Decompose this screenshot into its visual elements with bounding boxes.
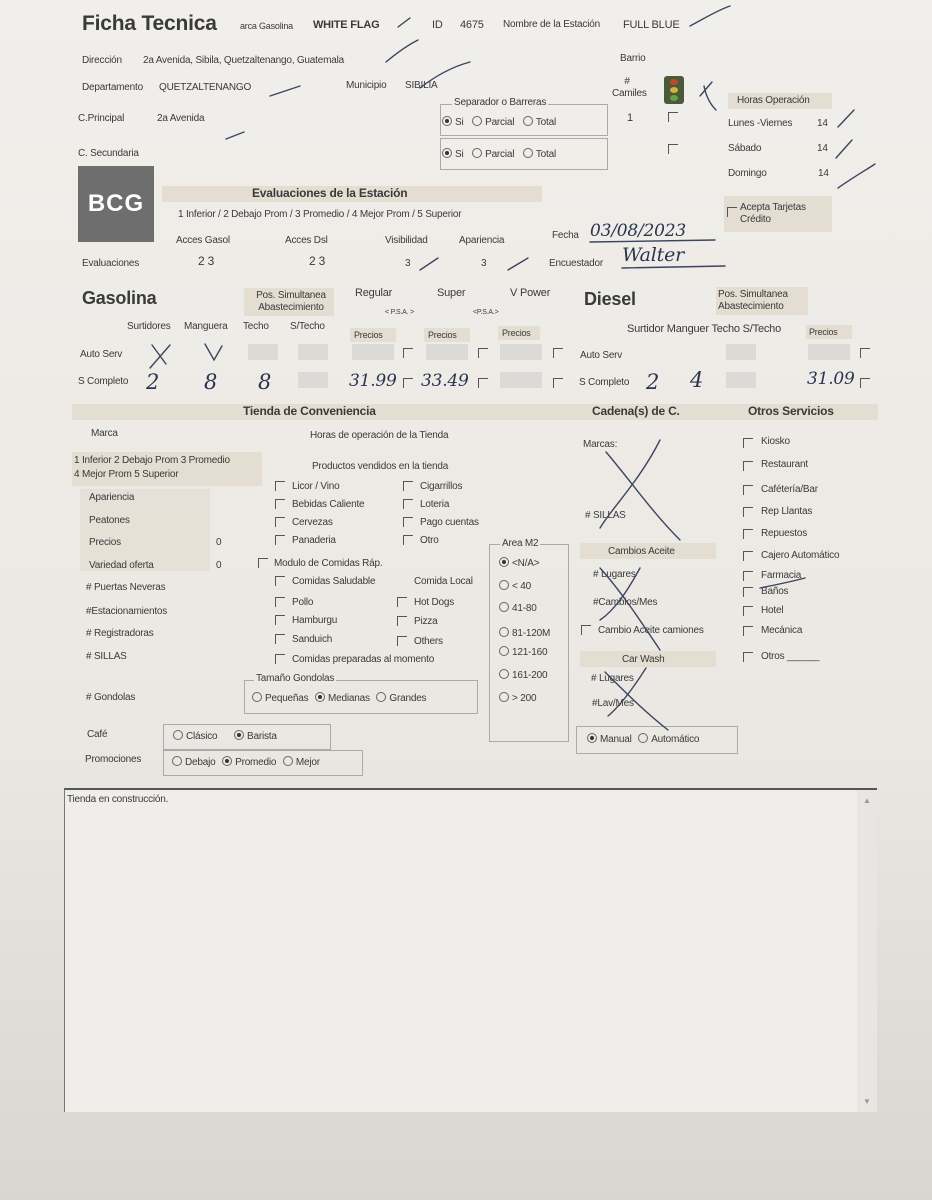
- gasolina-header: Surtidores: [127, 321, 171, 332]
- cross-mark-icon: [700, 82, 716, 110]
- fecha-label: Fecha: [552, 230, 579, 241]
- comida-item: Comida Local: [414, 576, 473, 587]
- underline: [622, 266, 725, 268]
- comida-item: Comidas preparadas al momento: [292, 654, 435, 665]
- sc-manguera: 8: [204, 370, 218, 394]
- producto-item: Pago cuentas: [420, 517, 479, 528]
- marca-label: Marca: [91, 428, 118, 439]
- gasolina-header: Techo: [243, 321, 269, 332]
- evaluaciones-scale: 1 Inferior / 2 Debajo Prom / 3 Promedio / 4 Mejor Prom / 5 Superior: [178, 209, 462, 220]
- promo-options[interactable]: Debajo Promedio Mejor: [172, 756, 320, 769]
- comida-item: Hot Dogs: [414, 597, 455, 608]
- tienda-label: # Registradoras: [86, 628, 154, 639]
- otros-item: Otros ______: [761, 651, 820, 662]
- comida-item: Pizza: [414, 616, 438, 627]
- cambios-mes-label: #Cambios/Mes: [593, 597, 658, 608]
- comida-item: Hamburgu: [292, 615, 338, 626]
- horas-row-value: 14: [817, 143, 828, 154]
- producto-item: Loteria: [420, 499, 450, 510]
- area-title: Area M2: [502, 538, 539, 549]
- check-mark-icon: [836, 140, 852, 158]
- tienda-label: # SILLAS: [86, 651, 127, 662]
- principal-label: C.Principal: [78, 113, 125, 124]
- otros-item: Kiosko: [761, 436, 790, 447]
- check-mark-icon: [205, 344, 222, 360]
- tienda-label: # Gondolas: [86, 692, 136, 703]
- separador-1-options[interactable]: Si Parcial Total: [442, 116, 556, 129]
- area-option[interactable]: <N/A>: [499, 557, 539, 570]
- area-option[interactable]: 121-160: [499, 646, 547, 659]
- producto-item: Otro: [420, 535, 439, 546]
- otros-title: Otros Servicios: [748, 404, 834, 418]
- tienda-label: Apariencia: [89, 492, 135, 503]
- horas-row-label: Lunes -Viernes: [728, 118, 793, 129]
- producto-item: Cigarrillos: [420, 481, 463, 492]
- precios-value: 0: [216, 537, 222, 548]
- gasolina-header: Manguera: [184, 321, 228, 332]
- check-mark-icon: [270, 86, 300, 96]
- diesel-sc-manguer: 4: [690, 368, 704, 392]
- eval-col-value: 3: [405, 258, 411, 269]
- producto-item: Panaderia: [292, 535, 336, 546]
- otros-item: Hotel: [761, 605, 784, 616]
- lugares-label: # Lugares: [593, 569, 636, 580]
- carwash-mode-options[interactable]: Manual Automático: [587, 733, 699, 746]
- marca-gasolina-label: arca Gasolina: [240, 21, 293, 31]
- strike-line: [605, 672, 668, 730]
- comida-item: Pollo: [292, 597, 314, 608]
- camiones-label: Cambio Aceite camiones: [598, 625, 704, 636]
- diesel-headers: Surtidor Manguer Techo S/Techo: [627, 323, 781, 335]
- diesel-s-completo: S Completo: [579, 377, 630, 388]
- eval-col-label: Acces Gasol: [176, 235, 230, 246]
- marca-gasolina-value: WHITE FLAG: [313, 19, 380, 31]
- cafe-label: Café: [87, 729, 108, 740]
- direccion-label: Dirección: [82, 55, 122, 66]
- separador-2-options[interactable]: Si Parcial Total: [442, 148, 556, 161]
- area-option[interactable]: < 40: [499, 580, 531, 593]
- diesel-sc-surtidor: 2: [646, 370, 660, 394]
- otros-item: Baños: [761, 586, 789, 597]
- cafe-options[interactable]: Clásico Barista: [173, 730, 277, 743]
- eval-col-label: Apariencia: [459, 235, 505, 246]
- sc-super: 33.49: [421, 371, 469, 391]
- direccion-value: 2a Avenida, Sibila, Quetzaltenango, Guatemala: [143, 55, 344, 66]
- eval-col-value: 3: [481, 258, 487, 269]
- s-completo-label: S Completo: [78, 376, 129, 387]
- scroll-down-icon[interactable]: ▼: [863, 1097, 871, 1106]
- encuestador-label: Encuestador: [549, 258, 603, 269]
- id-value: 4675: [460, 19, 484, 31]
- tienda-label: Peatones: [89, 515, 130, 526]
- departamento-label: Departamento: [82, 82, 143, 93]
- diesel-title: Diesel: [584, 289, 636, 309]
- horas-row-value: 14: [817, 118, 828, 129]
- tarjetas-label: Acepta Tarjetas Crédito: [740, 202, 806, 225]
- evaluaciones-row-label: Evaluaciones: [82, 258, 140, 269]
- horas-title: Horas Operación: [737, 95, 810, 106]
- gasolina-pos: Pos. Simultanea Abastecimiento: [256, 290, 326, 313]
- estacion-label: Nombre de la Estación: [503, 19, 600, 30]
- fecha-value: 03/08/2023: [590, 221, 686, 241]
- strike-line: [600, 568, 660, 650]
- check-mark-icon: [508, 258, 528, 270]
- underline: [590, 240, 715, 242]
- product-regular: Regular: [355, 287, 393, 299]
- cross-mark-icon: [150, 345, 170, 368]
- comida-item: Sanduich: [292, 634, 333, 645]
- sc-techo: 8: [258, 370, 272, 394]
- gondolas-options[interactable]: Pequeñas Medianas Grandes: [252, 692, 426, 705]
- form-title: Ficha Tecnica: [82, 12, 217, 35]
- municipio-label: Municipio: [346, 80, 387, 91]
- tienda-label: #Estacionamientos: [86, 606, 168, 617]
- check-mark-icon: [398, 18, 410, 27]
- horas-tienda-label: Horas de operación de la Tienda: [310, 430, 449, 441]
- secundaria-label: C. Secundaria: [78, 148, 139, 159]
- product-vpower: V Power: [510, 287, 551, 299]
- productos-label: Productos vendidos en la tienda: [312, 461, 449, 472]
- diesel-auto-serv: Auto Serv: [580, 350, 623, 361]
- otros-item: Mecánica: [761, 625, 803, 636]
- horas-row-label: Domingo: [728, 168, 767, 179]
- gasolina-title: Gasolina: [82, 288, 157, 308]
- psa-label-2: <P.S.A.>: [473, 309, 499, 316]
- tienda-title: Tienda de Conveniencia: [243, 404, 376, 418]
- tienda-scale-2: 4 Mejor Prom 5 Superior: [74, 469, 179, 480]
- otros-item: Cafétería/Bar: [761, 484, 818, 495]
- tienda-scale-1: 1 Inferior 2 Debajo Prom 3 Promedio: [74, 455, 230, 466]
- otros-item: Rep Llantas: [761, 506, 813, 517]
- gasolina-header: S/Techo: [290, 321, 325, 332]
- area-option[interactable]: 41-80: [499, 602, 537, 615]
- separador-label: Separador o Barreras: [454, 97, 547, 108]
- otros-item: Farmacia: [761, 570, 802, 581]
- tienda-label: # Puertas Neveras: [86, 582, 166, 593]
- eval-col-label: Acces Dsl: [285, 235, 328, 246]
- camiles-value: 1: [627, 112, 633, 124]
- otros-item: Restaurant: [761, 459, 808, 470]
- principal-value: 2a Avenida: [157, 113, 205, 124]
- lugares2-label: # Lugares: [591, 673, 634, 684]
- check-mark-icon: [690, 6, 730, 26]
- marcas-label: Marcas:: [583, 439, 618, 450]
- diesel-pos: Pos. Simultanea Abastecimiento: [718, 289, 788, 312]
- cambios-title: Cambios Aceite: [608, 546, 675, 557]
- cadena-title: Cadena(s) de C.: [592, 404, 680, 418]
- evaluaciones-title: Evaluaciones de la Estación: [252, 186, 408, 200]
- notes-text: Tienda en construcción.: [67, 794, 169, 805]
- bcg-logo: BCG: [78, 166, 154, 242]
- area-option[interactable]: 81-120M: [499, 627, 550, 640]
- eval-col-value: 2 3: [198, 254, 215, 268]
- lav-label: #Lav/Mes: [592, 698, 634, 709]
- producto-item: Bebidas Caliente: [292, 499, 365, 510]
- id-label: ID: [432, 19, 443, 31]
- precios-label: Precios: [428, 330, 457, 340]
- encuestador-value: Walter: [622, 244, 685, 266]
- strike-line: [600, 440, 660, 528]
- gondolas-title: Tamaño Gondolas: [256, 673, 335, 684]
- tienda-label: Variedad oferta: [89, 560, 154, 571]
- sc-surtidores: 2: [146, 370, 160, 394]
- municipio-value: SIBILIA: [405, 80, 438, 91]
- diesel-sc-precio: 31.09: [807, 369, 855, 389]
- precios-label: Precios: [502, 328, 531, 338]
- otros-item: Cajero Automático: [761, 550, 840, 561]
- otros-item: Repuestos: [761, 528, 808, 539]
- check-mark-icon: [420, 62, 470, 88]
- strike-line: [608, 668, 646, 716]
- eval-col-label: Visibilidad: [385, 235, 428, 246]
- comida-item: Others: [414, 636, 443, 647]
- comida-item: Comidas Saludable: [292, 576, 376, 587]
- horas-row-value: 14: [818, 168, 829, 179]
- check-mark-icon: [420, 258, 438, 270]
- scroll-up-icon[interactable]: ▲: [863, 796, 871, 805]
- camiles-label: # Camiles: [612, 76, 647, 99]
- variedad-value: 0: [216, 560, 222, 571]
- horas-row-label: Sábado: [728, 143, 762, 154]
- precios-label: Precios: [354, 330, 383, 340]
- check-mark-icon: [386, 40, 418, 62]
- psa-label: < P.S.A. >: [385, 309, 415, 316]
- estacion-value: FULL BLUE: [623, 19, 680, 31]
- strike-line: [606, 452, 680, 540]
- sc-regular: 31.99: [349, 371, 397, 391]
- modulo-label: Modulo de Comidas Ráp.: [274, 558, 383, 569]
- barrio-label: Barrio: [620, 53, 646, 64]
- area-option[interactable]: 161-200: [499, 669, 547, 682]
- eval-col-value: 2 3: [309, 254, 326, 268]
- check-mark-icon: [838, 164, 875, 188]
- promo-label: Promociones: [85, 754, 142, 765]
- producto-item: Cervezas: [292, 517, 333, 528]
- producto-item: Licor / Vino: [292, 481, 340, 492]
- tienda-label: Precios: [89, 537, 121, 548]
- departamento-value: QUETZALTENANGO: [159, 82, 252, 93]
- check-mark-icon: [838, 110, 854, 127]
- auto-serv-label: Auto Serv: [80, 349, 123, 360]
- check-mark-icon: [226, 132, 244, 139]
- area-option[interactable]: > 200: [499, 692, 536, 705]
- check-mark-icon: [760, 578, 805, 588]
- product-super: Super: [437, 287, 466, 299]
- carwash-title: Car Wash: [622, 654, 665, 665]
- sillas-label: # SILLAS: [585, 510, 626, 521]
- diesel-precios: Precios: [809, 327, 838, 337]
